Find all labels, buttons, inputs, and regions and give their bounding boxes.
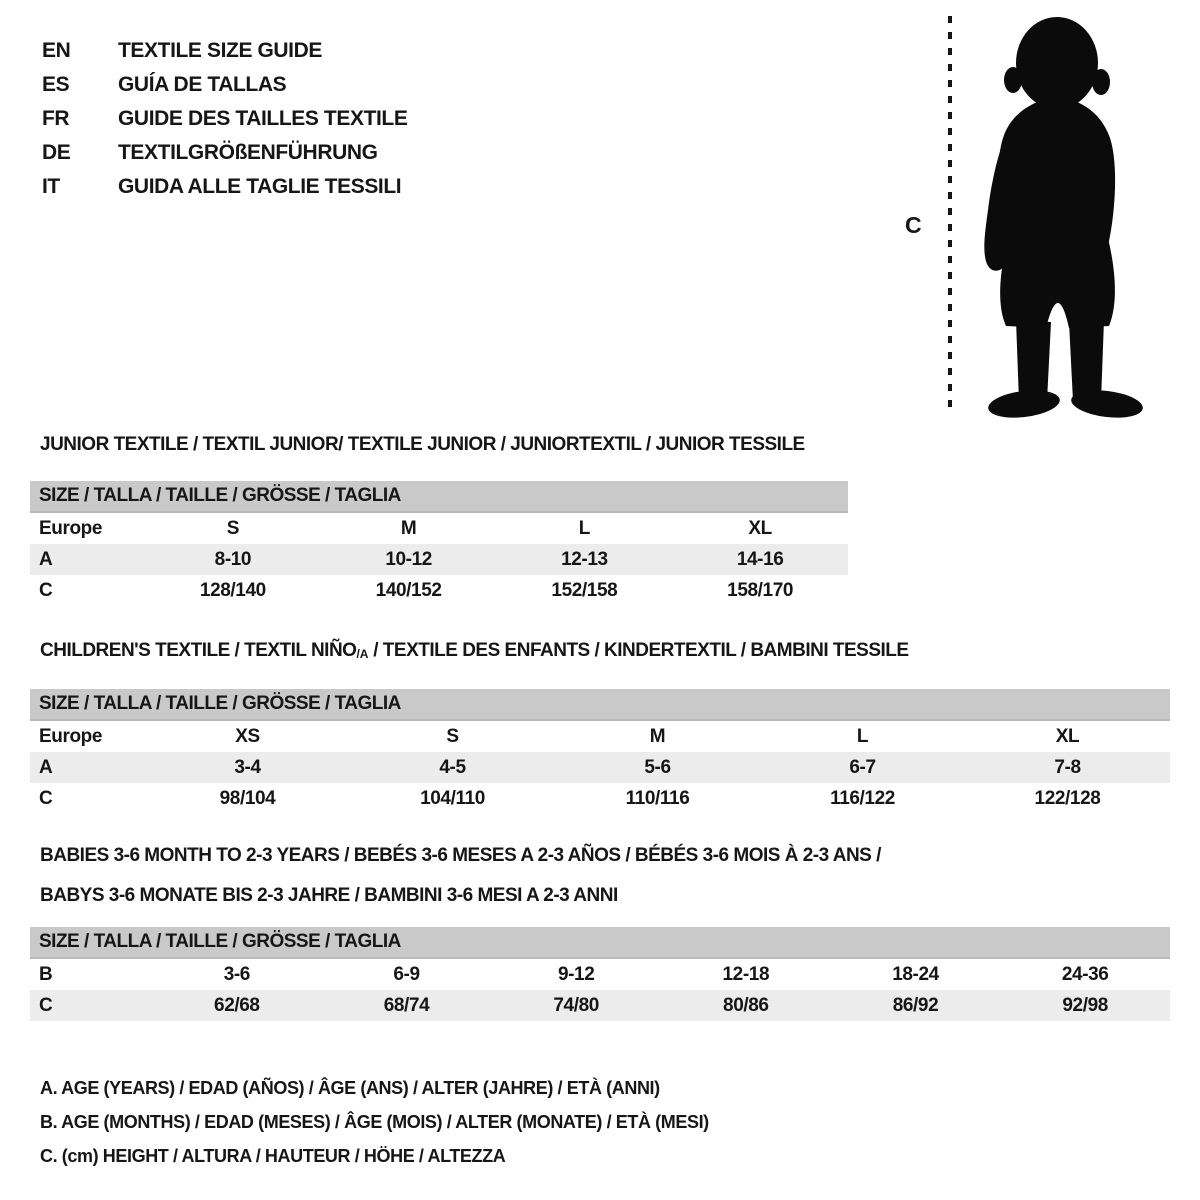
lang-row-fr — [42, 102, 407, 136]
lang-row-de — [42, 136, 407, 170]
cell: 12-13 — [561, 548, 608, 570]
table-row — [30, 752, 1170, 783]
height-measure-label: C — [905, 212, 922, 238]
junior-section-title: JUNIOR TEXTILE / TEXTIL JUNIOR/ TEXTILE JUNIOR / JUNIORTEXTIL / JUNIOR TESSILE — [40, 434, 805, 455]
row-label: Europe — [39, 517, 103, 539]
table-row — [30, 783, 1170, 814]
babies-title-line1: BABIES 3-6 MONTH TO 2-3 YEARS / BEBÉS 3-6 MESES A 2-3 AÑOS / BÉBÉS 3-6 MOIS À 2-3 ANS / — [40, 845, 881, 866]
lang-label: TEXTILGRÖßENFÜHRUNG — [118, 141, 378, 164]
cell: 158/170 — [727, 579, 794, 601]
cell: L — [856, 725, 869, 747]
children-size-table — [30, 689, 1170, 814]
cell: 62/68 — [214, 994, 260, 1016]
cell: S — [446, 725, 459, 747]
row-label: C — [39, 579, 53, 601]
cell: 110/116 — [625, 787, 690, 809]
toddler-silhouette-icon — [966, 10, 1148, 422]
cell: 140/152 — [375, 579, 442, 601]
cell: 18-24 — [892, 963, 939, 985]
junior-size-table — [30, 481, 848, 606]
cell: M — [400, 517, 417, 539]
table-row — [30, 721, 1170, 752]
children-title-main: CHILDREN'S TEXTILE / TEXTIL NIÑO — [40, 640, 357, 661]
lang-row-it — [42, 170, 407, 204]
cell: 98/104 — [219, 787, 276, 809]
cell: 7-8 — [1054, 756, 1081, 778]
size-header-bar: SIZE / TALLA / TAILLE / GRÖSSE / TAGLIA — [30, 689, 1170, 721]
babies-section-title — [40, 836, 881, 916]
legend-line-a: A. AGE (YEARS) / EDAD (AÑOS) / ÂGE (ANS) / ALTER (JAHRE) / ETÀ (ANNI) — [40, 1077, 660, 1098]
table-row — [30, 575, 848, 606]
cell: 122/128 — [1034, 787, 1101, 809]
cell: 6-7 — [849, 756, 876, 778]
lang-code: EN — [42, 39, 71, 62]
legend-line-b: B. AGE (MONTHS) / EDAD (MESES) / ÂGE (MOIS) / ALTER (MONATE) / ETÀ (MESI) — [40, 1111, 709, 1132]
cell: 10-12 — [385, 548, 432, 570]
cell: 4-5 — [439, 756, 466, 778]
cell: XL — [748, 517, 772, 539]
row-label: A — [39, 756, 53, 778]
row-label: A — [39, 548, 53, 570]
cell: L — [578, 517, 590, 539]
cell: 74/80 — [553, 994, 599, 1016]
children-title-rest: / TEXTILE DES ENFANTS / KINDERTEXTIL / BAMBINI TESSILE — [368, 640, 909, 661]
lang-row-es — [42, 68, 407, 102]
lang-label: GUIDA ALLE TAGLIE TESSILI — [118, 175, 402, 198]
cell: 116/122 — [830, 787, 895, 809]
babies-size-table — [30, 927, 1170, 1021]
cell: 152/158 — [551, 579, 618, 601]
cell: 86/92 — [892, 994, 939, 1016]
legend-line-c: C. (cm) HEIGHT / ALTURA / HAUTEUR / HÖHE / ALTEZZA — [40, 1145, 506, 1166]
cell: 12-18 — [722, 963, 770, 985]
size-header-bar: SIZE / TALLA / TAILLE / GRÖSSE / TAGLIA — [30, 481, 848, 513]
lang-label: TEXTILE SIZE GUIDE — [118, 39, 322, 62]
cell: 14-16 — [736, 548, 784, 570]
cell: 104/110 — [420, 787, 485, 809]
lang-code: IT — [42, 175, 60, 198]
children-section-title — [40, 640, 909, 662]
row-label: C — [39, 787, 53, 809]
table-row — [30, 990, 1170, 1021]
cell: 92/98 — [1062, 994, 1108, 1016]
cell: 5-6 — [644, 756, 671, 778]
lang-code: DE — [42, 141, 71, 164]
cell: XL — [1055, 725, 1080, 747]
cell: 128/140 — [199, 579, 266, 601]
babies-title-line2: BABYS 3-6 MONATE BIS 2-3 JAHRE / BAMBINI 3-6 MESI A 2-3 ANNI — [40, 885, 618, 906]
cell: 80/86 — [723, 994, 769, 1016]
cell: 6-9 — [393, 963, 420, 985]
lang-code: ES — [42, 73, 70, 96]
cell: 24-36 — [1061, 963, 1109, 985]
table-row — [30, 544, 848, 575]
cell: S — [226, 517, 240, 539]
cell: M — [649, 725, 666, 747]
row-label: Europe — [39, 725, 103, 747]
cell: 9-12 — [557, 963, 595, 985]
row-label: C — [39, 994, 53, 1016]
height-measure-line — [948, 16, 952, 416]
row-label: B — [39, 963, 53, 985]
cell: 3-4 — [234, 756, 261, 778]
measurement-legend — [40, 1071, 709, 1173]
table-row — [30, 513, 848, 544]
cell: XS — [235, 725, 260, 747]
cell: 68/74 — [383, 994, 430, 1016]
lang-code: FR — [42, 107, 70, 130]
size-header-bar: SIZE / TALLA / TAILLE / GRÖSSE / TAGLIA — [30, 927, 1170, 959]
lang-label: GUÍA DE TALLAS — [118, 73, 287, 96]
table-row — [30, 959, 1170, 990]
cell: 8-10 — [214, 548, 252, 570]
lang-label: GUIDE DES TAILLES TEXTILE — [118, 107, 408, 130]
cell: 3-6 — [223, 963, 250, 985]
lang-row-en — [42, 34, 407, 68]
children-title-subscript: /A — [356, 647, 369, 661]
language-header — [42, 34, 407, 204]
